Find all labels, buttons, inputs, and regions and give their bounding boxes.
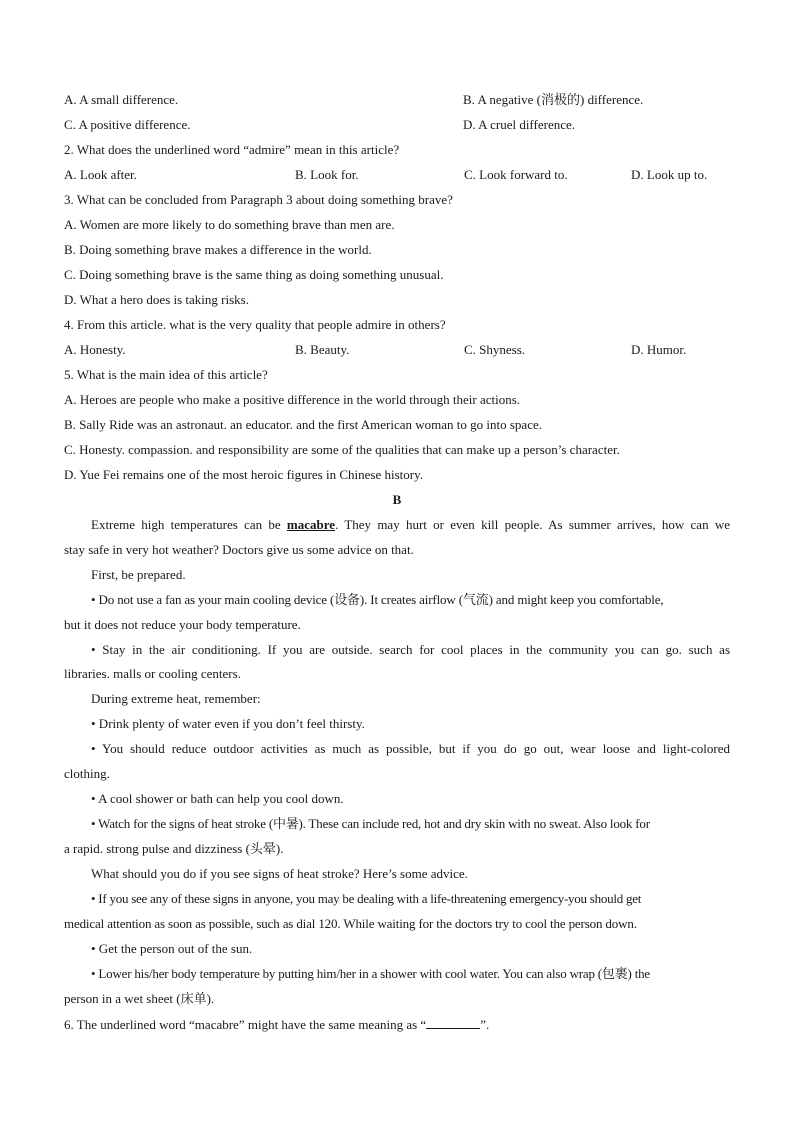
passage-b-bullet1-line1: • Do not use a fan as your main cooling device (设备). It creates airflow (气流) and might keep you comfortable, [91,592,664,607]
passage-b-bullet6-line1: • Watch for the signs of heat stroke (中暑). These can include red, hot and dry skin with no sweat. Also look for [91,816,650,831]
passage-b-bullet9-line2: person in a wet sheet (床单). [64,991,215,1006]
passage-b-bullet1-line2: but it does not reduce your body temperature. [64,617,301,632]
passage-b-bullet2-line2: libraries. malls or cooling centers. [64,666,241,681]
passage-b-bullet8: • Get the person out of the sun. [91,941,253,956]
q6-stem-before: 6. The underlined word “macabre” might have the same meaning as “ [64,1017,427,1032]
q1-option-c: C. A positive difference. [64,117,191,132]
underlined-word-macabre: macabre [286,517,336,532]
passage-b-p4: What should you do if you see signs of heat stroke? Here’s some advice. [91,866,468,881]
passage-b-bullet4-line1: • You should reduce outdoor activities as much as possible, but if you do go out, wear loose and light-colored [91,741,730,756]
q5-option-d: D. Yue Fei remains one of the most heroic figures in Chinese history. [64,467,423,482]
q2-option-c: C. Look forward to. [464,167,568,182]
q1-options-row2 [64,117,730,133]
q4-option-a: A. Honesty. [64,342,126,357]
q2-option-b: B. Look for. [295,167,359,182]
q3-option-b: B. Doing something brave makes a difference in the world. [64,242,372,257]
q5-option-a: A. Heroes are people who make a positive difference in the world through their actions. [64,392,521,407]
q5-option-c: C. Honesty. compassion. and responsibility are some of the qualities that can make up a person’s character. [64,442,620,457]
section-b-heading: B [392,492,402,507]
passage-b-p3: During extreme heat, remember: [91,691,261,706]
q2-option-a: A. Look after. [64,167,137,182]
q4-option-d: D. Humor. [631,342,687,357]
passage-b-p1-after: . They may hurt or even kill people. As summer arrives, how can we [335,517,730,532]
q2-option-d: D. Look up to. [631,167,708,182]
passage-b-bullet9-line1: • Lower his/her body temperature by putting him/her in a shower with cool water. You can also wrap (包裹) the [91,966,650,981]
q2-stem: 2. What does the underlined word “admire” mean in this article? [64,142,400,157]
passage-b-bullet4-line2: clothing. [64,766,110,781]
q4-stem: 4. From this article. what is the very quality that people admire in others? [64,317,446,332]
passage-b-bullet3: • Drink plenty of water even if you don’t feel thirsty. [91,716,365,731]
passage-b-p2: First, be prepared. [91,567,186,582]
q6-answer-blank[interactable] [426,1016,480,1029]
passage-b-bullet7-line2: medical attention as soon as possible, such as dial 120. While waiting for the doctors try to cool the person down. [64,916,637,931]
q1-option-b: B. A negative (消极的) difference. [463,92,644,107]
q2-options [64,167,730,183]
q5-option-b: B. Sally Ride was an astronaut. an educator. and the first American woman to go into space. [64,417,542,432]
q6-stem-after: ”. [480,1017,490,1032]
passage-b-p1-before: Extreme high temperatures can be [91,517,287,532]
q4-option-c: C. Shyness. [464,342,526,357]
q3-option-d: D. What a hero does is taking risks. [64,292,249,307]
passage-b-p1-line2: stay safe in very hot weather? Doctors give us some advice on that. [64,542,414,557]
q6-stem [64,1016,730,1033]
q1-option-a: A. A small difference. [64,92,179,107]
passage-b-bullet5: • A cool shower or bath can help you cool down. [91,791,344,806]
passage-b-bullet2-line1: • Stay in the air conditioning. If you are outside. search for cool places in the community you can go. such as [91,642,730,657]
q1-options-row1 [64,92,730,108]
q1-option-d: D. A cruel difference. [463,117,576,132]
q3-stem: 3. What can be concluded from Paragraph 3 about doing something brave? [64,192,453,207]
passage-b-bullet6-line2: a rapid. strong pulse and dizziness (头晕). [64,841,284,856]
q4-options [64,342,730,358]
q3-option-a: A. Women are more likely to do something brave than men are. [64,217,395,232]
q4-option-b: B. Beauty. [295,342,350,357]
passage-b-p1-line1 [91,517,730,533]
passage-b-bullet7-line1: • If you see any of these signs in anyone, you may be dealing with a life-threatening emergency-you should get [91,891,642,906]
q3-option-c: C. Doing something brave is the same thing as doing something unusual. [64,267,444,282]
q5-stem: 5. What is the main idea of this article? [64,367,268,382]
